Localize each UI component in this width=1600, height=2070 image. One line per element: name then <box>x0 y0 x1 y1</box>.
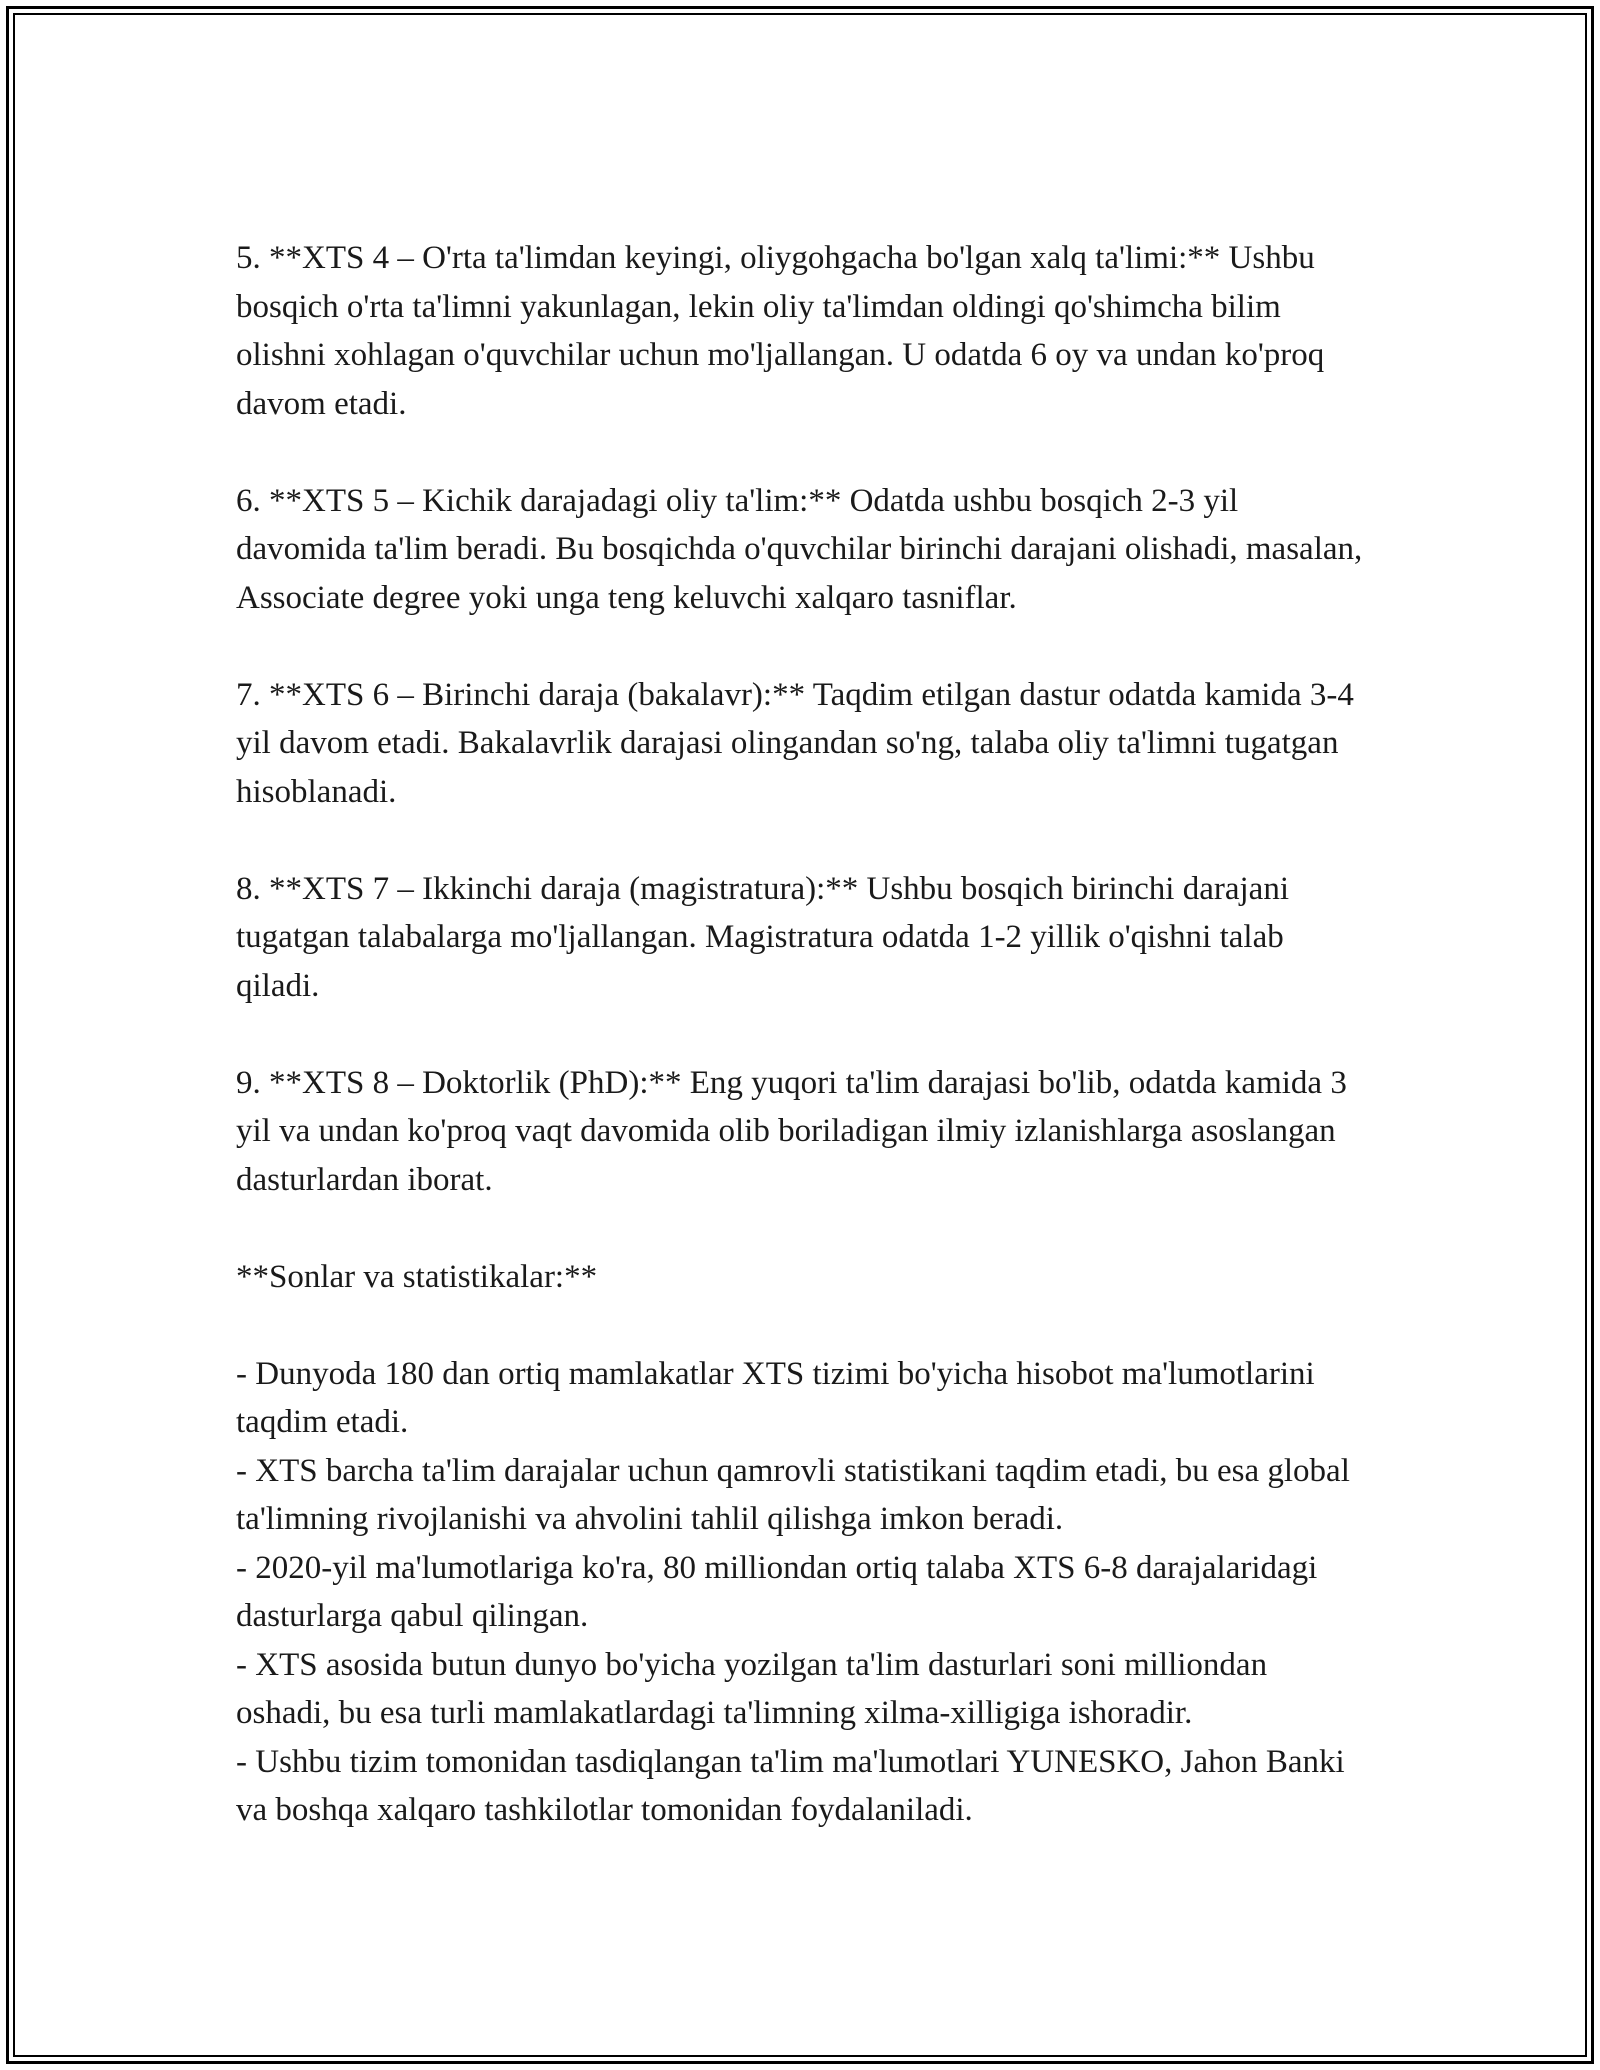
list-item: - Dunyoda 180 dan ortiq mamlakatlar XTS tizimi bo'yicha hisobot ma'lumotlarini taqdim etadi. <box>236 1355 1323 1440</box>
paragraph-xts-7: 8. **XTS 7 – Ikkinchi daraja (magistratura):** Ushbu bosqich birinchi darajani tugatgan talabalarga mo'ljallangan. Magistratura odatda 1-2 yillik o'qishni talab qiladi. <box>236 870 1298 1004</box>
list-item: - XTS barcha ta'lim darajalar uchun qamrovli statistikani taqdim etadi, bu esa global ta'limning rivojlanishi va ahvolini tahlil qilishga imkon beradi. <box>236 1452 1359 1537</box>
list-item: - XTS asosida butun dunyo bo'yicha yozilgan ta'lim dasturlari soni milliondan oshadi, bu esa turli mamlakatlardagi ta'limning xilma-xilligiga ishoradir. <box>236 1646 1276 1731</box>
list-item: - 2020-yil ma'lumotlariga ko'ra, 80 milliondan ortiq talaba XTS 6-8 darajalaridagi dasturlarga qabul qilingan. <box>236 1549 1326 1634</box>
paragraph-xts-4: 5. **XTS 4 – O'rta ta'limdan keyingi, oliygohgacha bo'lgan xalq ta'limi:** Ushbu bosqich o'rta ta'limni yakunlagan, lekin oliy ta'limdan oldingi qo'shimcha bilim olishni xohlagan o'quvchilar uchun mo'ljallangan. U odatda 6 oy va undan ko'proq davom etadi. <box>236 240 1333 422</box>
stats-list <box>236 1350 1366 1835</box>
list-item: - Ushbu tizim tomonidan tasdiqlangan ta'lim ma'lumotlari YUNESKO, Jahon Banki va boshqa xalqaro tashkilotlar tomonidan foydalaniladi. <box>236 1743 1353 1828</box>
paragraph-xts-8: 9. **XTS 8 – Doktorlik (PhD):** Eng yuqori ta'lim darajasi bo'lib, odatda kamida 3 yil va undan ko'proq vaqt davomida olib boriladigan ilmiy izlanishlarga asoslangan dasturlardan iborat. <box>236 1064 1356 1198</box>
stats-heading: **Sonlar va statistikalar:** <box>236 1258 598 1295</box>
paragraph-xts-5: 6. **XTS 5 – Kichik darajadagi oliy ta'lim:** Odatda ushbu bosqich 2-3 yil davomida ta'lim beradi. Bu bosqichda o'quvchilar birinchi darajani olishadi, masalan, Associate degree yoki unga teng keluvchi xalqaro tasniflar. <box>236 482 1369 616</box>
document-body <box>236 234 1369 1835</box>
paragraph-xts-6: 7. **XTS 6 – Birinchi daraja (bakalavr):** Taqdim etilgan dastur odatda kamida 3-4 yil davom etadi. Bakalavrlik darajasi olingandan so'ng, talaba oliy ta'limni tugatgan hisoblanadi. <box>236 676 1363 810</box>
